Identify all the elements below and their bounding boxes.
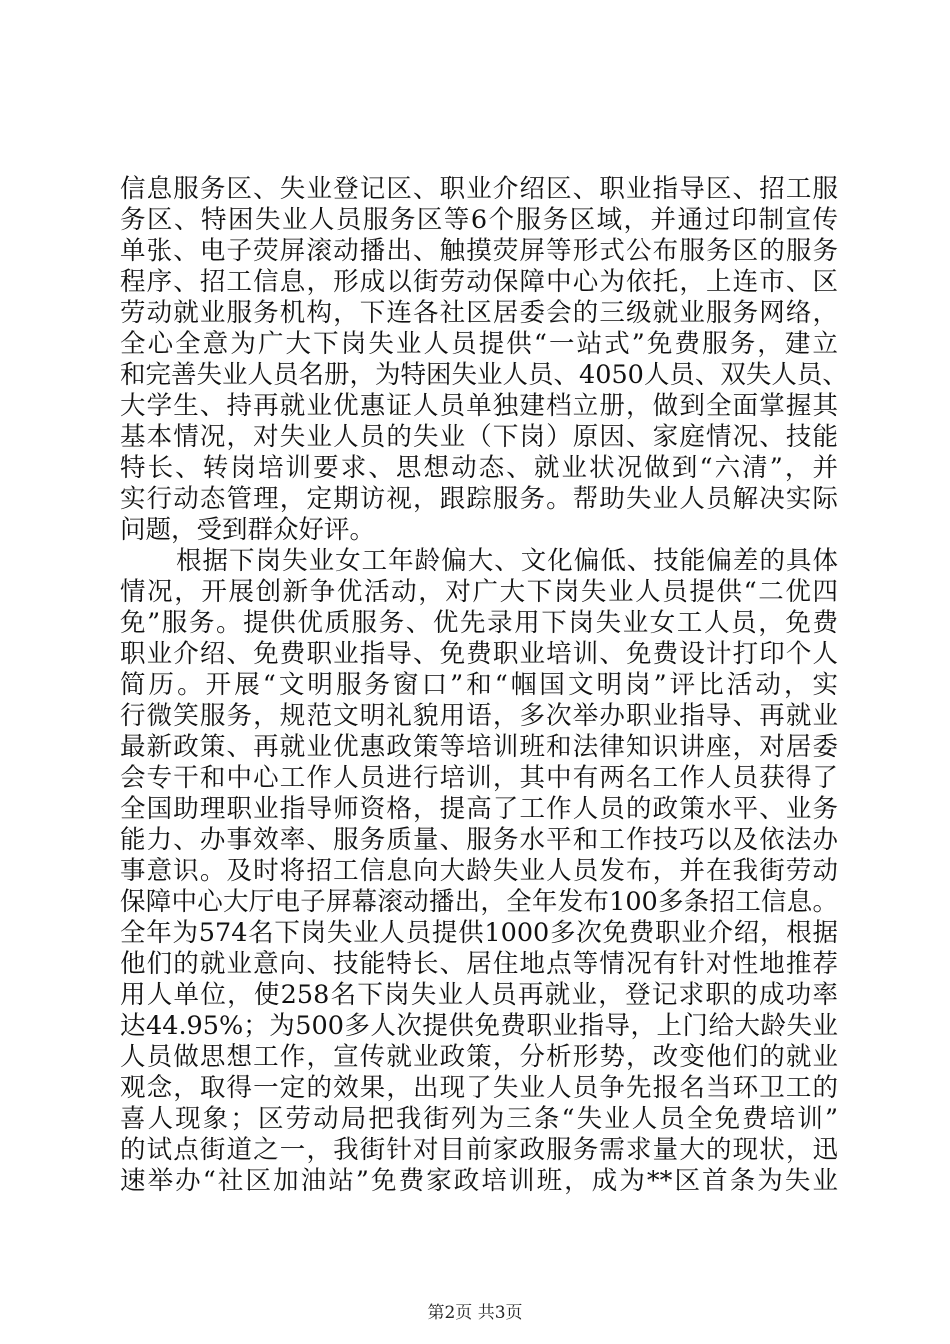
text-line: 会专干和中心工作人员进行培训，其中有两名工作人员获得了 [120, 763, 838, 793]
text-line: 职业介绍、免费职业指导、免费职业培训、免费设计打印个人 [120, 639, 838, 669]
text-line: 基本情况，对失业人员的失业（下岗）原因、家庭情况、技能 [120, 422, 838, 452]
text-line: 务区、特困失业人员服务区等6个服务区域，并通过印制宣传 [120, 205, 838, 235]
text-line: 最新政策、再就业优惠政策等培训班和法律知识讲座，对居委 [120, 732, 838, 762]
text-line: 事意识。及时将招工信息向大龄失业人员发布，并在我街劳动 [120, 856, 838, 886]
text-line: 全国助理职业指导师资格，提高了工作人员的政策水平、业务 [120, 794, 838, 824]
text-line: 的试点街道之一，我街针对目前家政服务需求量大的现状，迅 [120, 1135, 838, 1165]
body-text [120, 174, 848, 1197]
text-line: 情况，开展创新争优活动，对广大下岗失业人员提供“二优四 [120, 577, 838, 607]
text-line: 喜人现象；区劳动局把我街列为三条“失业人员全免费培训” [120, 1104, 838, 1134]
text-line: 行微笑服务，规范文明礼貌用语，多次举办职业指导、再就业 [120, 701, 838, 731]
text-line: 问题，受到群众好评。 [120, 515, 376, 545]
page-number-footer: 第2页 共3页 [427, 1303, 523, 1323]
text-line: 大学生、持再就业优惠证人员单独建档立册，做到全面掌握其 [120, 391, 838, 421]
text-line: 免”服务。提供优质服务、优先录用下岗失业女工人员，免费 [120, 608, 838, 638]
text-line: 信息服务区、失业登记区、职业介绍区、职业指导区、招工服 [120, 174, 838, 204]
text-line: 根据下岗失业女工年龄偏大、文化偏低、技能偏差的具体 [176, 546, 838, 576]
text-line: 保障中心大厅电子屏幕滚动播出，全年发布100多条招工信息。 [120, 887, 838, 917]
text-line: 全心全意为广大下岗失业人员提供“一站式”免费服务，建立 [120, 329, 838, 359]
text-line: 单张、电子荧屏滚动播出、触摸荧屏等形式公布服务区的服务 [120, 236, 838, 266]
text-line: 程序、招工信息，形成以街劳动保障中心为依托，上连市、区 [120, 267, 838, 297]
text-line: 观念，取得一定的效果，出现了失业人员争先报名当环卫工的 [120, 1073, 838, 1103]
text-line: 他们的就业意向、技能特长、居住地点等情况有针对性地推荐 [120, 949, 838, 979]
text-line: 特长、转岗培训要求、思想动态、就业状况做到“六清”，并 [120, 453, 838, 483]
text-line: 人员做思想工作，宣传就业政策，分析形势，改变他们的就业 [120, 1042, 838, 1072]
text-line: 能力、办事效率、服务质量、服务水平和工作技巧以及依法办 [120, 825, 838, 855]
text-line: 和完善失业人员名册，为特困失业人员、4050人员、双失人员、 [120, 360, 848, 390]
text-line: 用人单位，使258名下岗失业人员再就业，登记求职的成功率 [120, 980, 838, 1010]
text-line: 劳动就业服务机构，下连各社区居委会的三级就业服务网络， [120, 298, 838, 328]
text-line: 达44.95%；为500多人次提供免费职业指导，上门给大龄失业 [120, 1011, 838, 1041]
text-line: 实行动态管理，定期访视，跟踪服务。帮助失业人员解决实际 [120, 484, 838, 514]
text-line: 速举办“社区加油站”免费家政培训班，成为**区首条为失业 [120, 1166, 838, 1196]
text-line: 简历。开展“文明服务窗口”和“帼国文明岗”评比活动，实 [120, 670, 838, 700]
text-line: 全年为574名下岗失业人员提供1000多次免费职业介绍，根据 [120, 918, 838, 948]
